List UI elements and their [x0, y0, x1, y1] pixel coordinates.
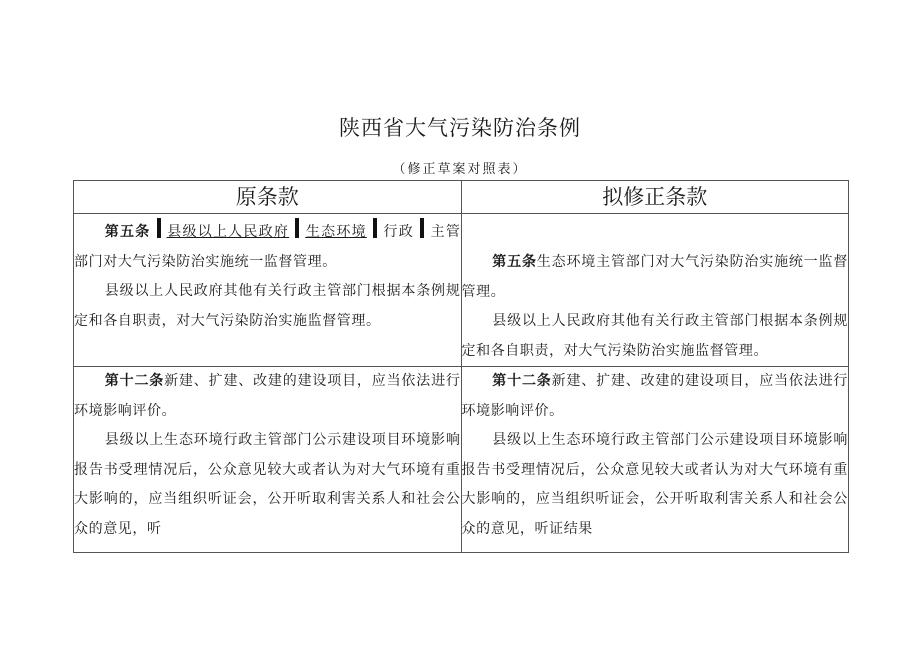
- article-5-para-2: 县级以上人民政府其他有关行政主管部门根据本条例规定和各自职责，对大气污染防治实施监督管理。: [74, 283, 461, 329]
- article-5-para-1: [74, 218, 461, 277]
- deletion-mark: [420, 218, 424, 238]
- article-12-para-1: [74, 367, 461, 426]
- article-5-para-1: [462, 248, 849, 307]
- article-12-text: 新建、扩建、改建的建设项目，应当依法进行环境影响评价。: [74, 373, 461, 419]
- comparison-table: [73, 180, 849, 553]
- admin-text-a: 行: [382, 224, 399, 240]
- article-12-para-2: 县级以上生态环境行政主管部门公示建设项目环境影响报告书受理情况后，公众意见较大或者认为对大气环境有重大影响的，应当组织听证会，公开听取利害关系人和社会公众的意见，听: [74, 432, 461, 537]
- document-subtitle: （修正草案对照表）: [392, 162, 528, 177]
- struck-text: 县级以上人民政府: [166, 224, 290, 240]
- article-12-text: 新建、扩建、改建的建设项目，应当依法进行环境影响评价。: [461, 373, 848, 419]
- table-header-row: [74, 181, 849, 214]
- original-article-12: [74, 367, 462, 553]
- table-row: [74, 214, 849, 367]
- article-label: 第十二条: [104, 373, 165, 389]
- article-12-para-2: 县级以上生态环境行政主管部门公示建设项目环境影响报告书受理情况后，公众意见较大或者认为对大气环境有重大影响的，应当组织听证会，公开听取利害关系人和社会公众的意见，听证结果: [461, 432, 848, 537]
- deletion-mark: [373, 218, 377, 238]
- deletion-mark: [295, 218, 299, 238]
- article-5-para-2: 县级以上人民政府其他有关行政主管部门根据本条例规定和各自职责，对大气污染防治实施监督管理。: [461, 313, 848, 359]
- header-original: 原条款: [74, 181, 462, 214]
- revised-article-5: [461, 214, 849, 367]
- table-row: [74, 367, 849, 553]
- env-text: 生态环境: [305, 224, 367, 240]
- article-12-para-1: [462, 367, 849, 426]
- header-revised: 拟修正条款: [461, 181, 849, 214]
- revised-article-12: [461, 367, 849, 553]
- article-label: 第十二条: [492, 373, 552, 389]
- article-label: 第五条: [492, 254, 537, 270]
- original-article-5: [74, 214, 462, 367]
- article-5-text: 生态环境主管部门对大气污染防治实施统一监督管理。: [461, 254, 848, 300]
- article-label: 第五条: [104, 224, 151, 240]
- document-title: 陕西省大气污染防治条例: [339, 116, 581, 140]
- admin-text-b: 政: [398, 224, 414, 240]
- article-5-rest: 主管部门对大气污染防治实施统一监督管理。: [74, 224, 461, 270]
- deletion-mark: [157, 218, 161, 238]
